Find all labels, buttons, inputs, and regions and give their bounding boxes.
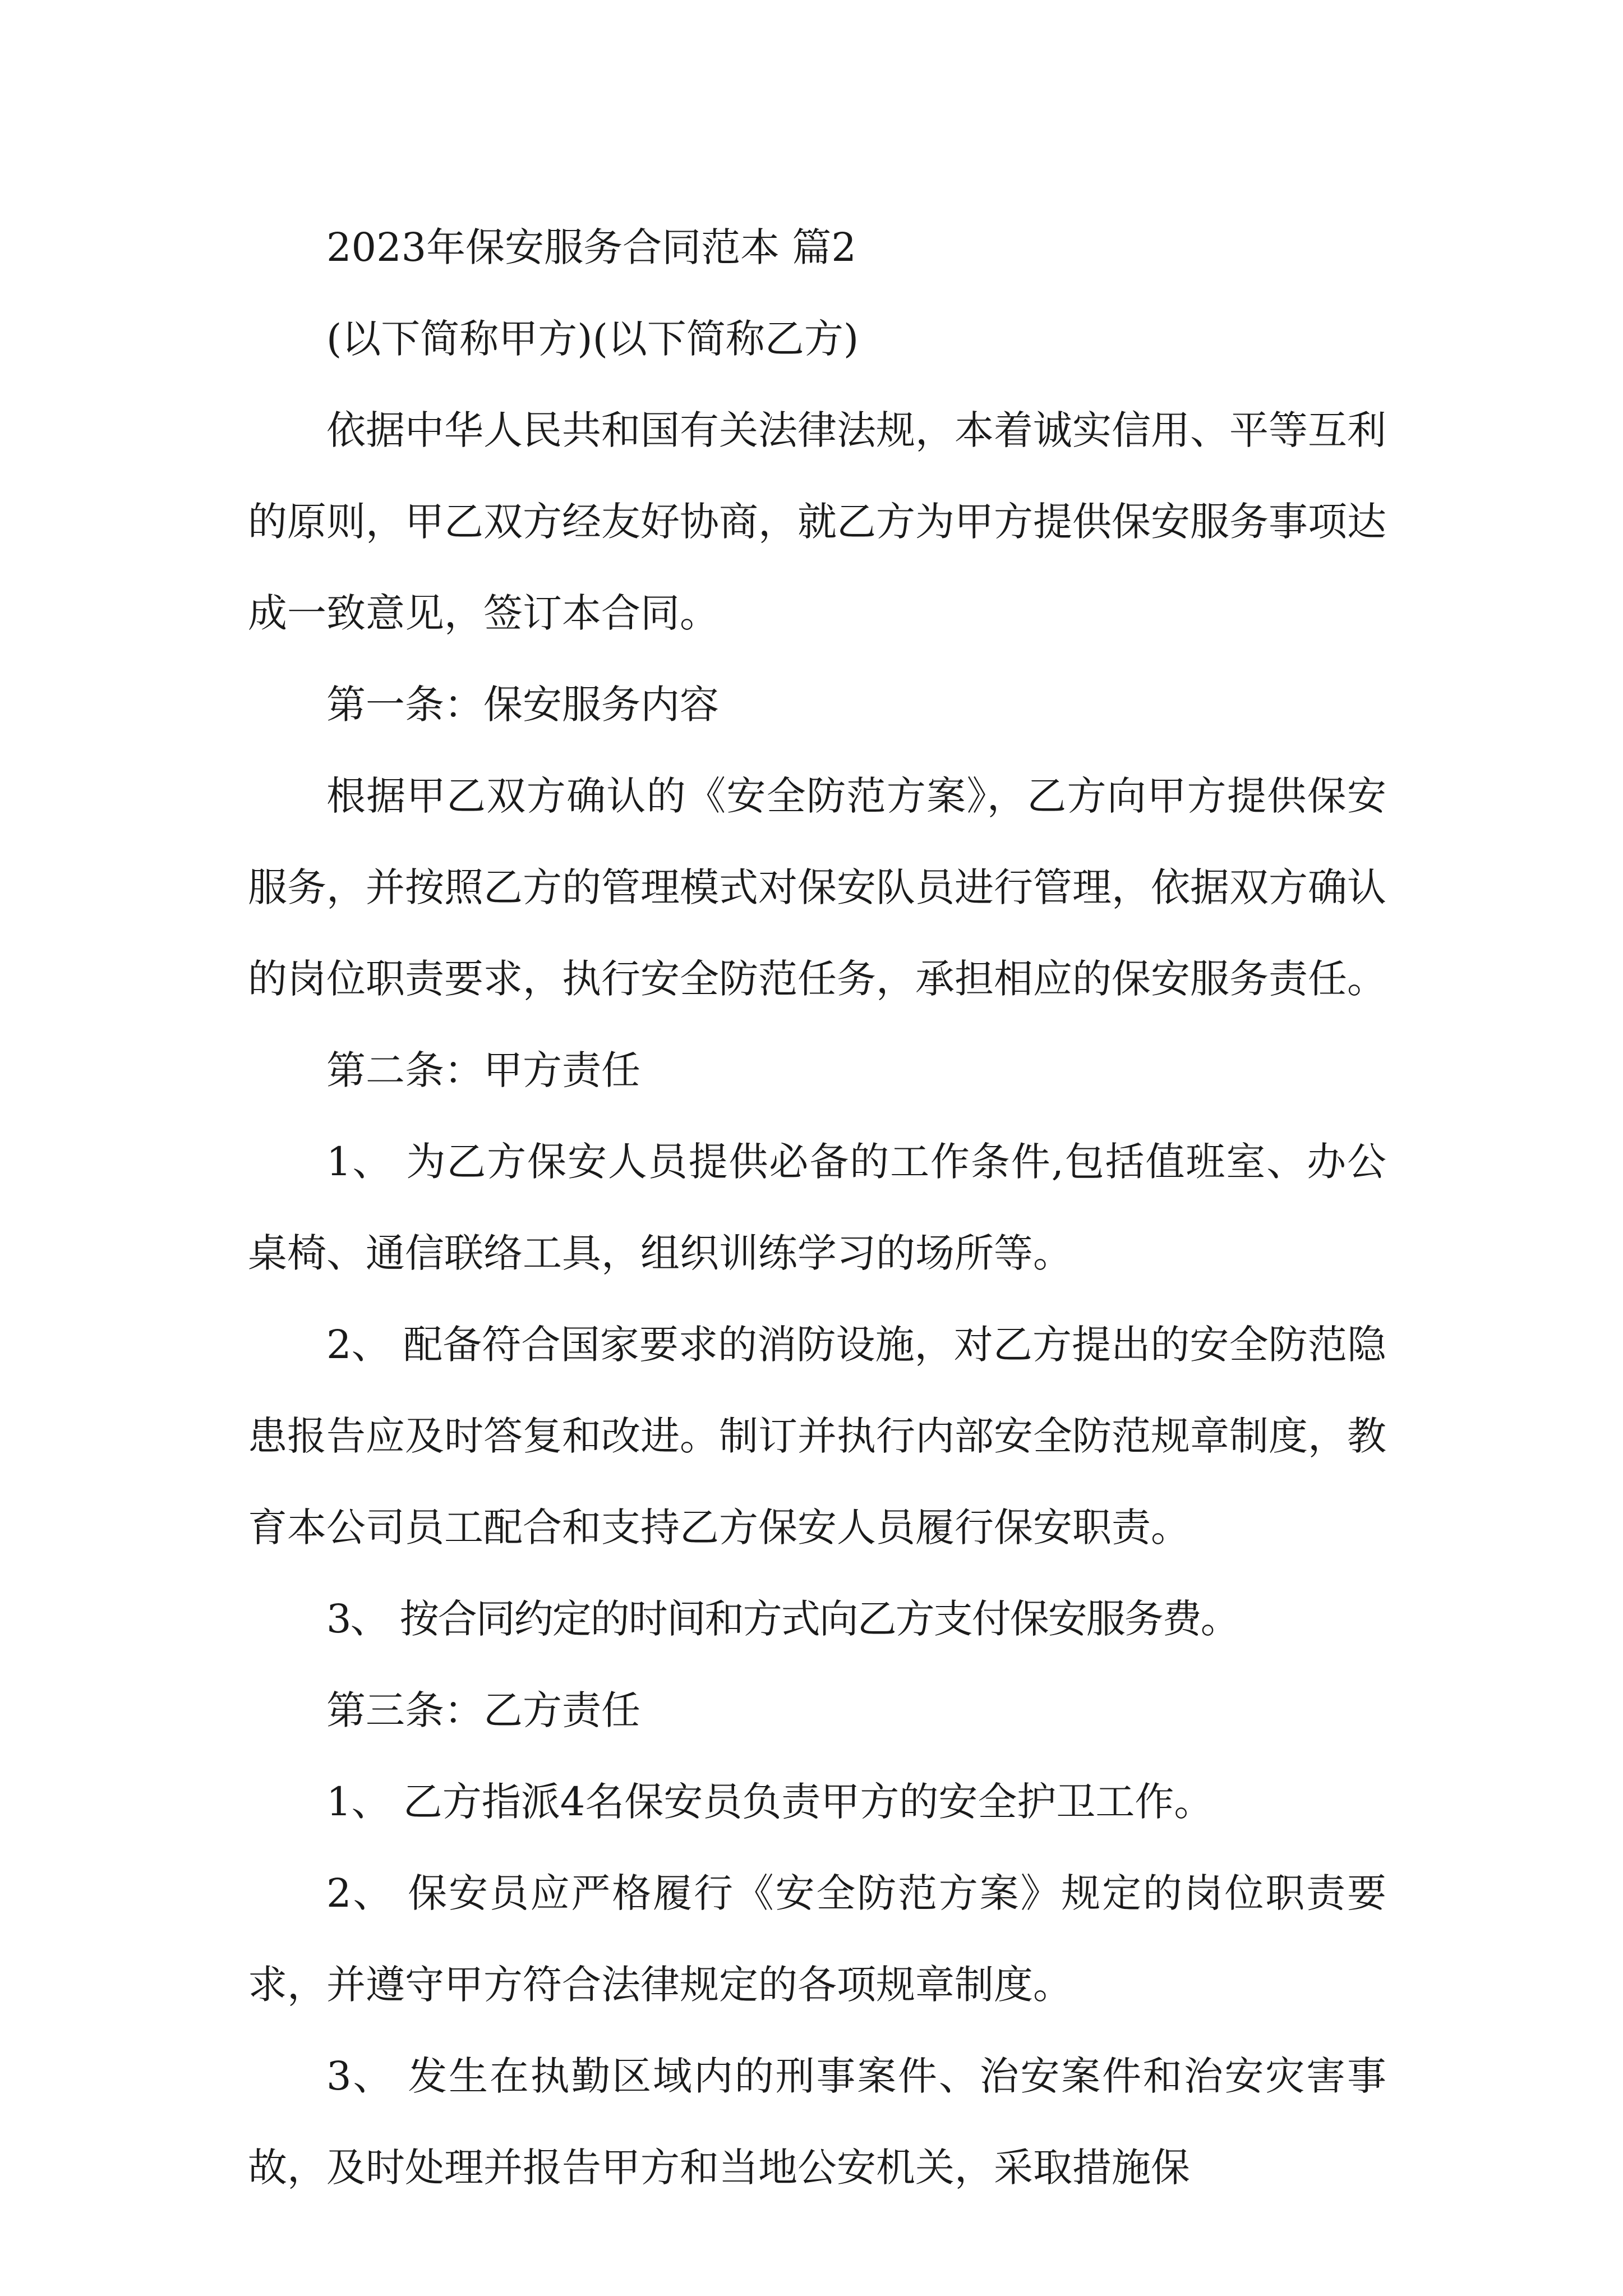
article-3-item-1: 1、 乙方指派4名保安员负责甲方的安全护卫工作。 <box>326 1779 1214 1825</box>
article-2-heading: 第二条：甲方责任 <box>326 1047 640 1093</box>
document-body <box>248 202 1386 2214</box>
article-2-item-2: 2、 配备符合国家要求的消防设施，对乙方提出的安全防范隐患报告应及时答复和改进。制订并执行内部安全防范规章制度，教育本公司员工配合和支持乙方保安人员履行保安职责。 <box>248 1322 1386 1550</box>
document-title: 2023年保安服务合同范本 篇2 <box>326 224 856 270</box>
article-3-item-2: 2、 保安员应严格履行《安全防范方案》规定的岗位职责要求，并遵守甲方符合法律规定的各项规章制度。 <box>248 1870 1386 2008</box>
parties-line: (以下简称甲方)(以下简称乙方) <box>326 316 859 362</box>
article-1-heading: 第一条：保安服务内容 <box>326 682 719 728</box>
preamble-paragraph: 依据中华人民共和国有关法律法规，本着诚实信用、平等互利的原则，甲乙双方经友好协商，就乙方为甲方提供保安服务事项达成一致意见，签订本合同。 <box>248 407 1386 636</box>
article-1-paragraph: 根据甲乙双方确认的《安全防范方案》，乙方向甲方提供保安服务，并按照乙方的管理模式对保安队员进行管理，依据双方确认的岗位职责要求，执行安全防范任务，承担相应的保安服务责任。 <box>248 773 1386 1002</box>
article-2-item-1: 1、 为乙方保安人员提供必备的工作条件,包括值班室、办公桌椅、通信联络工具，组织训练学习的场所等。 <box>248 1139 1386 1276</box>
article-2-item-3: 3、 按合同约定的时间和方式向乙方支付保安服务费。 <box>326 1596 1239 1642</box>
article-3-heading: 第三条：乙方责任 <box>326 1687 640 1733</box>
article-3-item-3: 3、 发生在执勤区域内的刑事案件、治安案件和治安灾害事故，及时处理并报告甲方和当地公安机关，采取措施保 <box>248 2053 1386 2191</box>
